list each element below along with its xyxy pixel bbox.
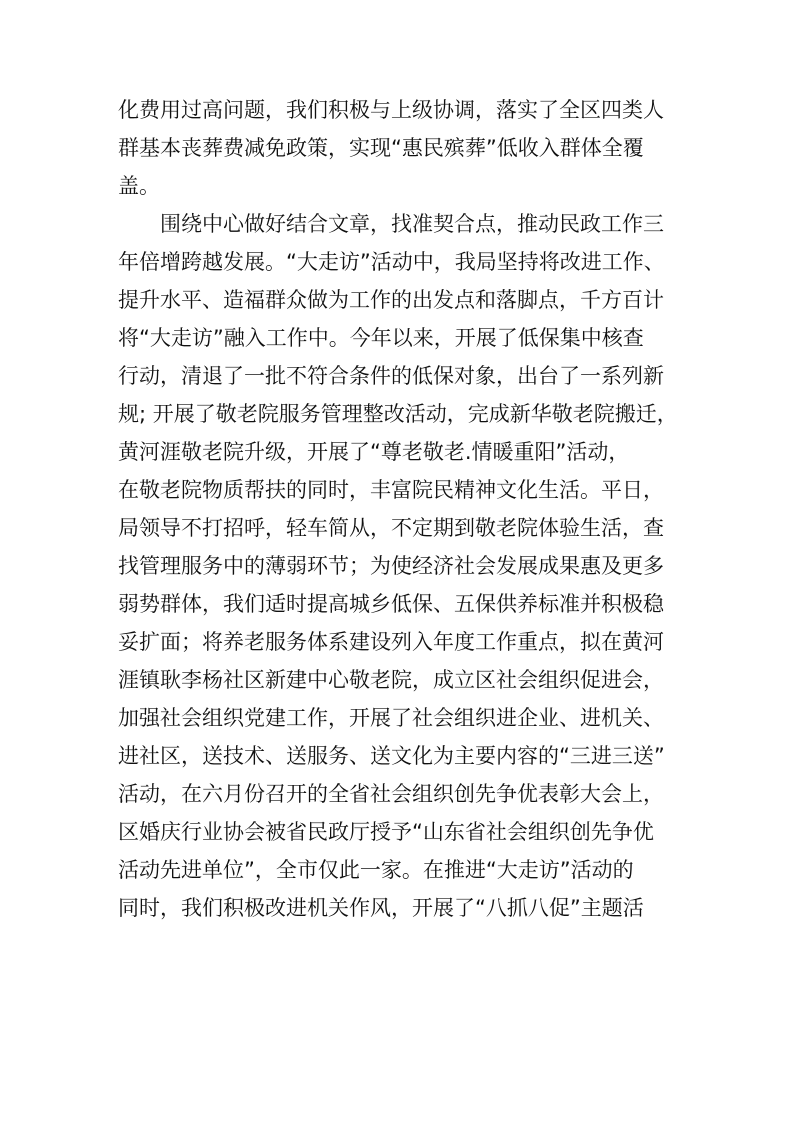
text-line: 局领导不打招呼，轻车简从，不定期到敬老院体验生活，查 (118, 516, 664, 540)
text-line: 将“大走访”融入工作中。今年以来，开展了低保集中核查 (118, 326, 644, 350)
text-line: 行动，清退了一批不符合条件的低保对象，出台了一系列新 (118, 364, 664, 388)
text-line: 活动，在六月份召开的全省社会组织创先争优表彰大会上， (118, 782, 664, 806)
document-text (118, 91, 688, 927)
text-line: 群基本丧葬费减免政策，实现“惠民殡葬”低收入群体全覆 (118, 136, 644, 160)
text-line: 找管理服务中的薄弱环节；为使经济社会发展成果惠及更多 (118, 554, 664, 578)
text-line: 黄河涯敬老院升级，开展了“尊老敬老.情暖重阳”活动， (118, 440, 630, 464)
paragraph-2 (118, 205, 688, 927)
text-line: 盖。 (118, 174, 160, 198)
text-line: 提升水平、造福群众做为工作的出发点和落脚点，千方百计 (118, 288, 664, 312)
text-line: 围绕中心做好结合文章，找准契合点，推动民政工作三 (160, 212, 664, 236)
text-line: 规; 开展了敬老院服务管理整改活动，完成新华敬老院搬迁， (118, 402, 678, 426)
text-line: 化费用过高问题，我们积极与上级协调，落实了全区四类人 (118, 98, 664, 122)
text-line: 在敬老院物质帮扶的同时，丰富院民精神文化生活。平日， (118, 478, 664, 502)
paragraph-1 (118, 91, 688, 205)
text-line: 同时，我们积极改进机关作风，开展了“八抓八促”主题活 (118, 896, 644, 920)
text-line: 加强社会组织党建工作，开展了社会组织进企业、进机关、 (118, 706, 664, 730)
text-line: 妥扩面；将养老服务体系建设列入年度工作重点，拟在黄河 (118, 630, 664, 654)
text-line: 涯镇耿李杨社区新建中心敬老院，成立区社会组织促进会， (118, 668, 664, 692)
text-line: 区婚庆行业协会被省民政厅授予“山东省社会组织创先争优 (118, 820, 654, 844)
text-line: 年倍增跨越发展。“大走访”活动中，我局坚持将改进工作、 (118, 250, 665, 274)
text-line: 弱势群体，我们适时提高城乡低保、五保供养标准并积极稳 (118, 592, 664, 616)
text-line: 进社区，送技术、送服务、送文化为主要内容的“三进三送” (118, 744, 665, 768)
text-line: 活动先进单位”，全市仅此一家。在推进“大走访”活动的 (118, 858, 634, 882)
